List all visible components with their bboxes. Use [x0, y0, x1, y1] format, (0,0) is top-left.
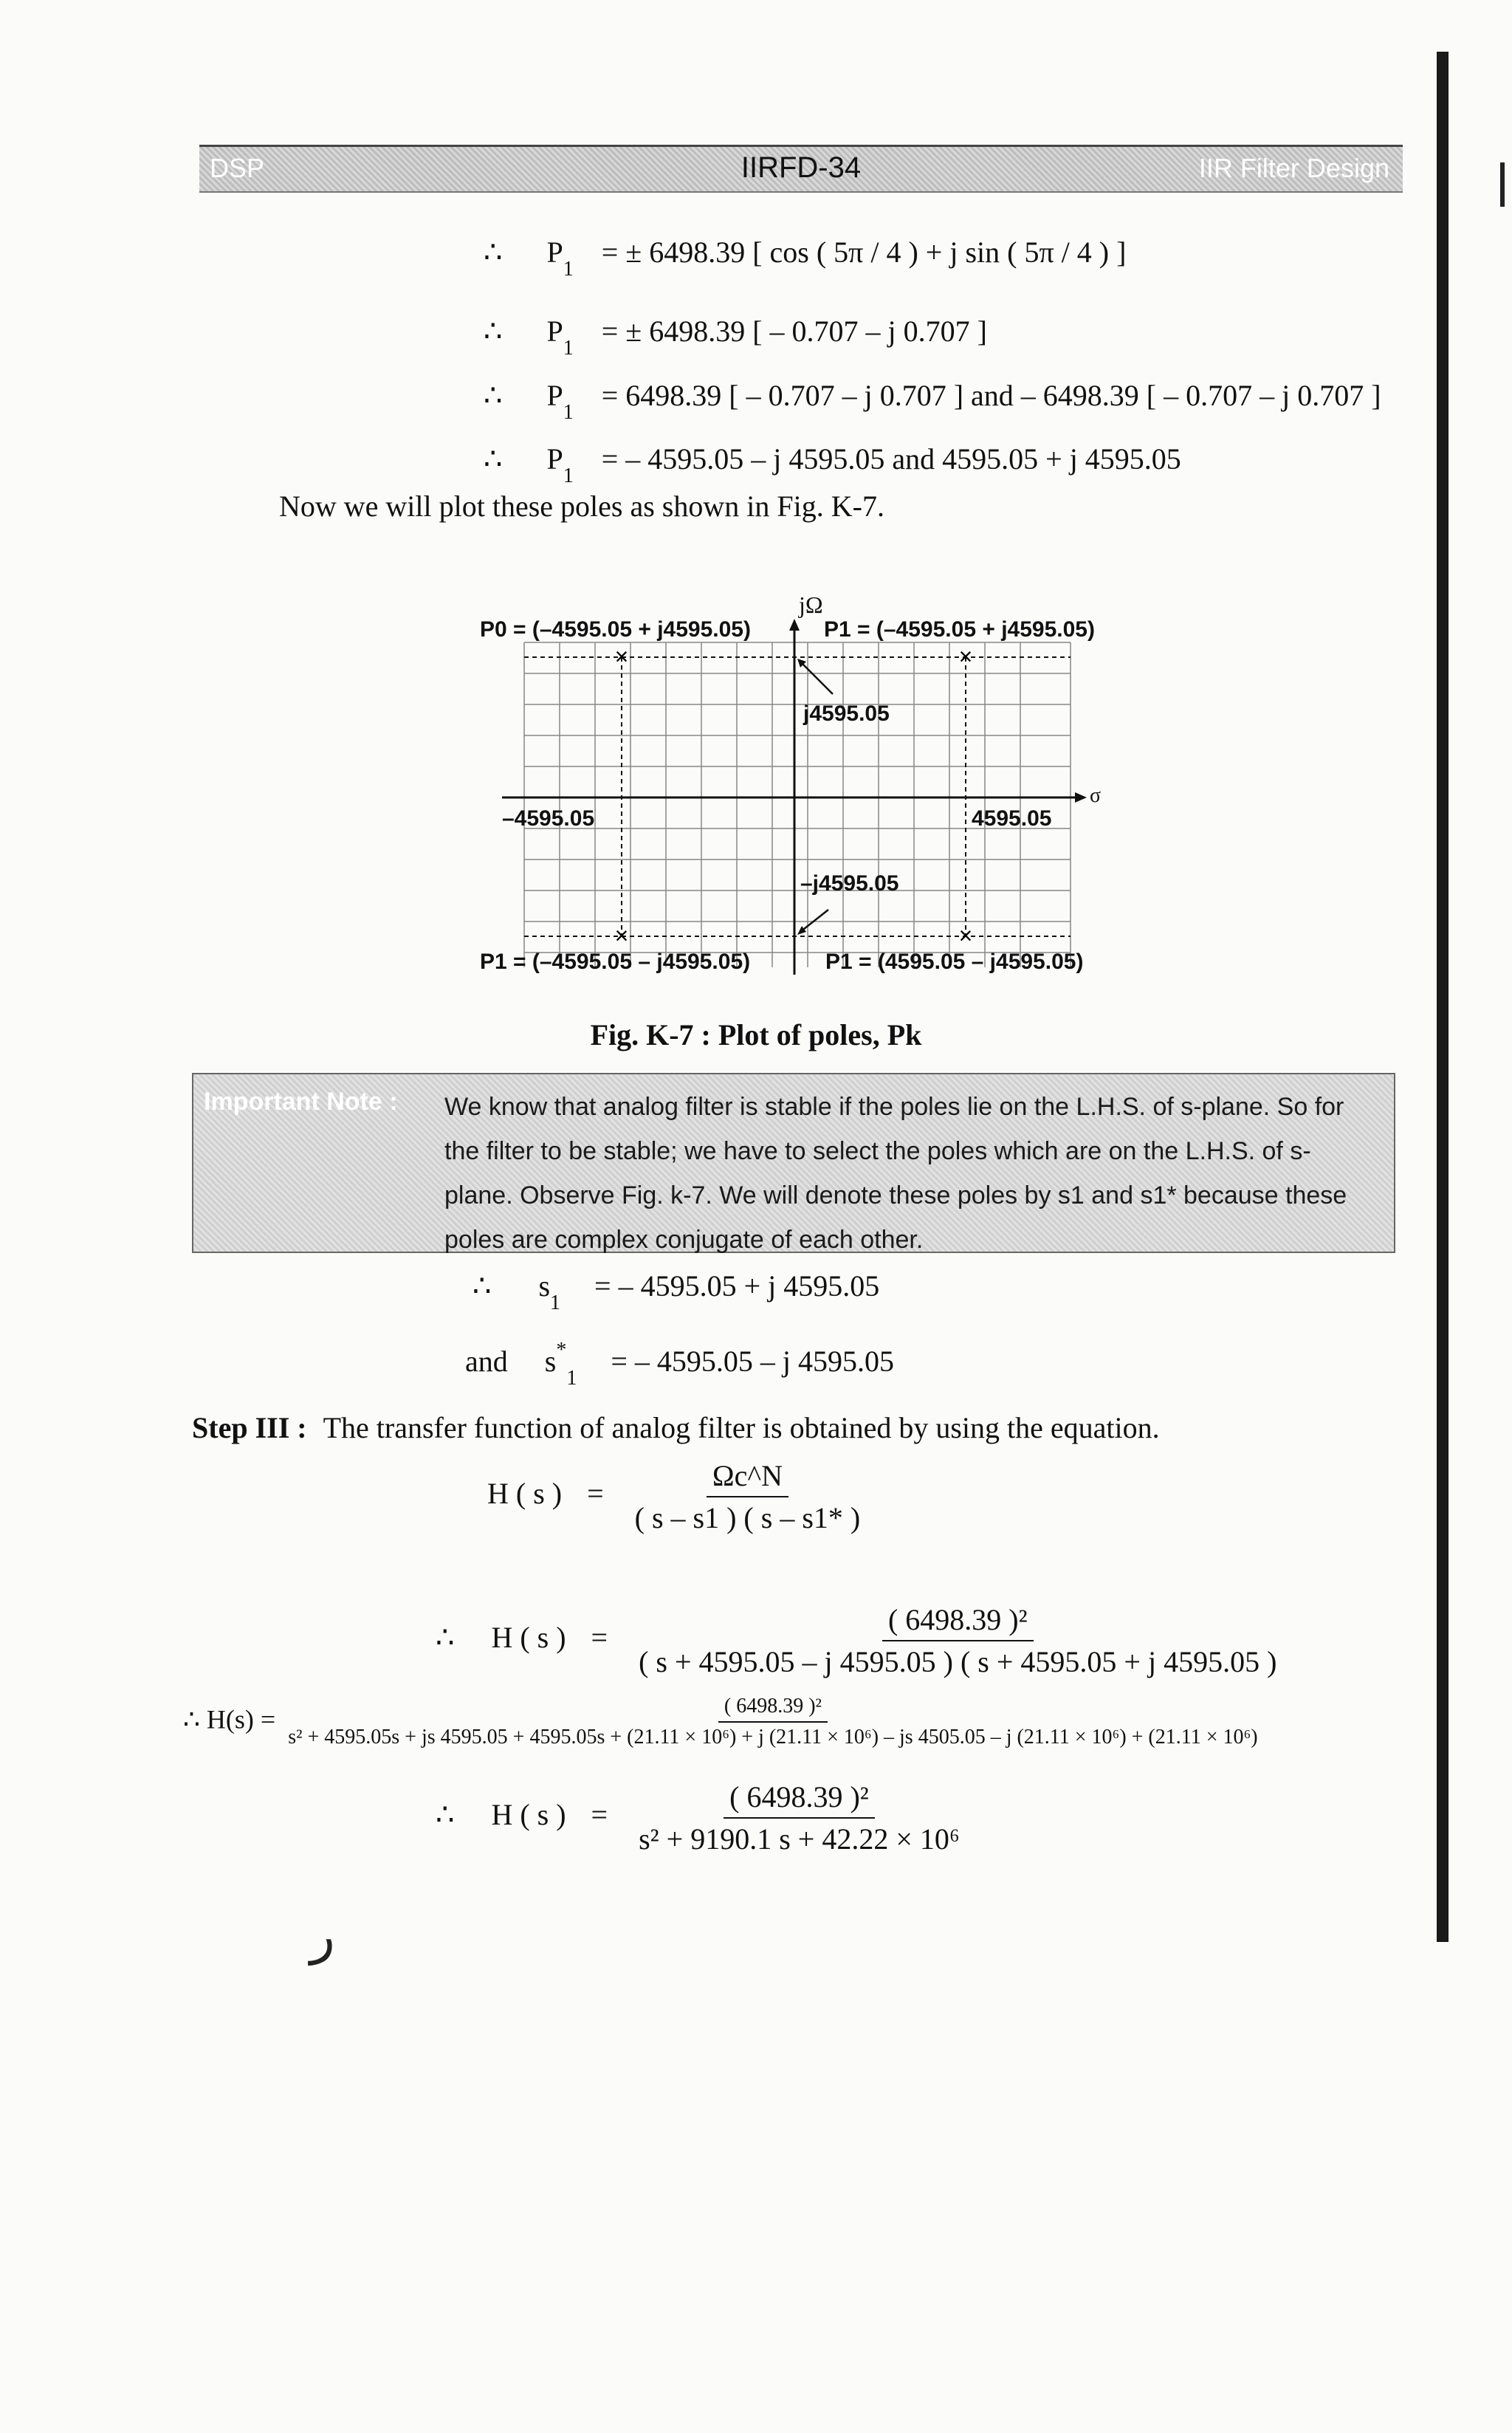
pole-p1-bottom-right-label: P1 = (4595.05 – j4595.05) — [825, 950, 1084, 974]
pole-plot-figure — [472, 591, 1122, 1004]
equation-lhs: P — [546, 236, 563, 269]
equation-lhs-sub: 1 — [563, 337, 574, 360]
pole-p1-top-label: P1 = (–4595.05 + j4595.05) — [824, 617, 1095, 642]
scan-edge-mark — [1500, 162, 1505, 207]
and-word: and — [465, 1345, 508, 1378]
figure-caption: Fig. K-7 : Plot of poles, Pk — [590, 1018, 922, 1051]
fraction-numerator: Ωc^N — [707, 1458, 788, 1497]
therefore-symbol: ∴ — [484, 236, 503, 269]
header-left-title: DSP — [210, 153, 265, 183]
imag-pos-label: j4595.05 — [803, 701, 890, 726]
intro-paragraph: Now we will plot these poles as shown in Fig. K-7. — [279, 490, 884, 523]
plot-grid — [524, 642, 1071, 967]
h-of-s: H ( s ) — [491, 1798, 566, 1832]
h-of-s-expanded-lhs: ∴ H(s) = — [183, 1704, 276, 1734]
equation-lhs-sub: 1 — [563, 464, 574, 487]
jomega-axis-label: jΩ — [799, 591, 823, 618]
equation-rhs: = ± 6498.39 [ – 0.707 – j 0.707 ] — [601, 315, 987, 348]
important-note-box — [192, 1073, 1395, 1253]
s1-conj-sup: * — [556, 1339, 567, 1362]
step-three-label: Step III : — [192, 1411, 307, 1444]
h-of-s: H ( s ) — [491, 1621, 566, 1655]
s1-equation — [472, 1269, 880, 1314]
s1-value: = – 4595.05 + j 4595.05 — [594, 1269, 880, 1303]
page-header — [199, 145, 1403, 193]
transfer-fraction-2 — [633, 1602, 1282, 1679]
h-of-s: H ( s ) — [487, 1477, 563, 1511]
equation-rhs: = ± 6498.39 [ cos ( 5π / 4 ) + j sin ( 5π / 4 ) ] — [601, 236, 1127, 269]
step-three-text: The transfer function of analog filter is obtained by using the equation. — [323, 1411, 1160, 1444]
equation-rhs: = – 4595.05 – j 4595.05 and 4595.05 + j 4595.05 — [601, 442, 1181, 476]
pole-marker: × — [958, 643, 973, 670]
equation-lhs-sub: 1 — [563, 401, 574, 424]
pole-p1-bottom-left-label: P1 = (–4595.05 – j4595.05) — [480, 950, 751, 974]
s1-sub: 1 — [550, 1291, 561, 1314]
real-neg-label: –4595.05 — [502, 806, 595, 831]
scan-edge-bar — [1437, 52, 1449, 1942]
pole-plot-svg — [472, 591, 1122, 1004]
fraction-numerator: ( 6498.39 )² — [718, 1695, 828, 1723]
header-right-title: IIR Filter Design — [1198, 153, 1389, 183]
transfer-equation-3 — [183, 1695, 1264, 1749]
fraction-denominator: s² + 4595.05s + js 4595.05 + 4595.05s + (21.11 × 10⁶) + j (21.11 × 10⁶) – js 4505.05 – j (21.11 × 10⁶) + (21.11 × 10⁶) — [288, 1726, 1258, 1749]
fraction-numerator: ( 6498.39 )² — [882, 1602, 1034, 1641]
transfer-equation-4: ∴ H ( s ) = $\frac{\text{( 6498.39 )²}}{\text{s² + 9190.1 s + 42.22 × 10⁶}}$ — [436, 1780, 966, 1856]
fraction-denominator: ( s + 4595.05 – j 4595.05 ) ( s + 4595.05 + j 4595.05 ) — [639, 1645, 1277, 1678]
real-pos-label: 4595.05 — [972, 806, 1052, 831]
important-note-text: We know that analog filter is stable if the poles lie on the L.H.S. of s-plane. So for the filter to be stable; we have to select the poles which are on the L.H.S. of s-plane. Observe Fig. k-7. We will denote these poles by s1 and s1* because these poles are complex conjugate of each other. — [444, 1093, 1347, 1254]
sigma-axis-arrow-icon — [1075, 792, 1087, 803]
equation-row — [484, 235, 1127, 281]
step-three — [192, 1410, 1160, 1445]
therefore-symbol: ∴ — [484, 315, 503, 348]
s1-conj-value: = – 4595.05 – j 4595.05 — [611, 1345, 895, 1378]
equation-lhs: P — [546, 442, 563, 476]
transfer-equation-1: H ( s ) = $\frac{\Omega c\^{}N}{( s - s1 ) ( s - s1* )}$ — [487, 1458, 866, 1535]
pole-marker: × — [614, 643, 629, 670]
equation-rhs: = 6498.39 [ – 0.707 – j 0.707 ] and – 6498.39 [ – 0.707 – j 0.707 ] — [601, 379, 1381, 412]
pole-marker: × — [614, 922, 629, 949]
therefore-symbol: ∴ — [484, 442, 503, 476]
equation-lhs-sub: 1 — [563, 258, 574, 281]
handwritten-mark: ر — [310, 1908, 335, 1965]
jomega-axis-arrow-icon — [789, 619, 800, 631]
sigma-axis-label: σ — [1090, 784, 1102, 807]
transfer-fraction-1 — [629, 1458, 867, 1535]
equation-row — [484, 442, 1181, 487]
s1-symbol: s — [538, 1269, 551, 1303]
fraction-numerator: ( 6498.39 )² — [724, 1780, 875, 1819]
important-note-label: Important Note : — [204, 1088, 398, 1116]
pole-marker: × — [958, 922, 973, 949]
equation-lhs: P — [546, 315, 563, 348]
header-page-number: IIRFD-34 — [740, 151, 862, 184]
s1-conj-sub: 1 — [566, 1367, 577, 1390]
therefore-symbol: ∴ — [484, 379, 503, 412]
therefore-symbol: ∴ — [472, 1269, 492, 1303]
fraction-denominator: ( s – s1 ) ( s – s1* ) — [634, 1501, 861, 1534]
transfer-fraction-4 — [633, 1780, 966, 1856]
equation-row — [484, 314, 987, 360]
equation-lhs: P — [546, 379, 563, 412]
s1-conj-symbol: s — [544, 1345, 557, 1378]
equation-row — [484, 378, 1381, 424]
transfer-fraction-3 — [282, 1695, 1263, 1749]
imag-neg-label: –j4595.05 — [800, 871, 899, 896]
s1-conjugate-equation — [465, 1339, 895, 1390]
fraction-denominator: s² + 9190.1 s + 42.22 × 10⁶ — [639, 1822, 960, 1856]
pole-p0-label: P0 = (–4595.05 + j4595.05) — [480, 617, 751, 642]
transfer-equation-2: ∴ H ( s ) = $\frac{\text{( 6498.39 )²}}{( s + 4595.05 - j 4595.05 ) ( s + 4595.05 + j 4595.05 )}$ — [436, 1602, 1282, 1679]
